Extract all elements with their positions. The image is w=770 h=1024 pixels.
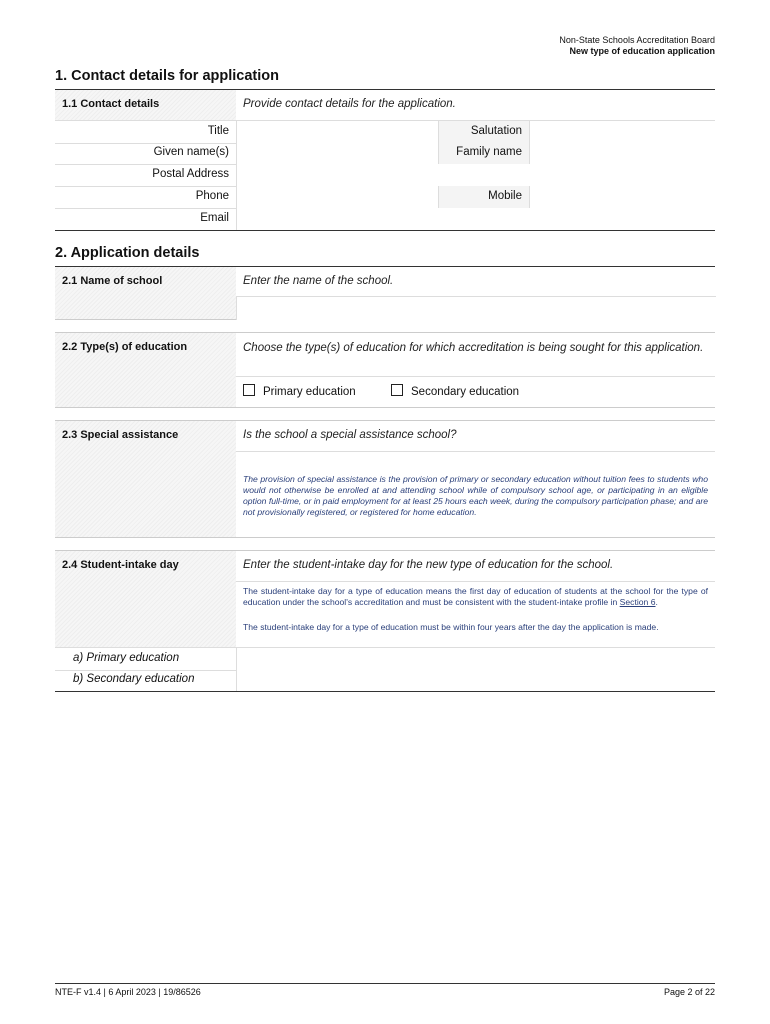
row-secondary-intake [55,669,715,691]
primary-education-checkbox[interactable] [243,384,255,396]
title-label: Title [207,125,229,137]
student-intake-note-2: The student-intake day for a type of education must be within four years after the day the application is made. [243,622,659,632]
page-number: Page 2 of 22 [663,987,715,997]
education-types-divider [236,376,715,377]
given-name-label: Given name(s) [153,146,229,158]
salutation-input[interactable] [529,121,716,143]
school-name-label: 2.1 Name of school [62,275,163,287]
secondary-intake-input[interactable] [236,669,716,691]
special-assistance-label-cell [55,421,236,537]
contact-details-table [55,89,715,231]
student-intake-divider [236,581,715,582]
mobile-input[interactable] [529,186,716,208]
postal-address-input[interactable] [236,164,716,186]
special-assistance-note: The provision of special assistance is the provision of primary or secondary education without tuition fees to students who would not otherwise be enrolled at and attending school while of compulsory school age, or participating in an eligible option full-time, or in paid employment for at least 25 hours each week, during the compulsory participation phase; and are not provisionally registered, or registered for home education. [243,474,708,517]
secondary-education-label: Secondary education [411,386,520,398]
contact-details-instruction: Provide contact details for the application. [243,98,456,110]
education-types-label: 2.2 Type(s) of education [62,341,188,353]
postal-address-label: Postal Address [152,168,229,180]
primary-intake-input[interactable] [236,648,716,670]
section-2-heading: 2. Application details [55,245,200,261]
document-reference: NTE-F v1.4 | 6 April 2023 | 19/86526 [55,987,201,997]
salutation-label: Salutation [470,125,522,137]
salutation-label-cell [438,121,529,143]
mobile-label: Mobile [488,190,522,202]
school-name-label-cell [55,267,236,319]
family-name-label: Family name [456,146,522,158]
section-1-heading: 1. Contact details for application [55,68,279,84]
row-phone [55,186,715,209]
phone-input[interactable] [236,186,438,208]
document-title: New type of education application [569,46,715,56]
student-intake-note-1-end: . [655,597,658,607]
phone-label: Phone [195,190,229,202]
education-types-label-cell [55,333,236,407]
student-intake-table [55,550,715,692]
row-email [55,208,715,230]
secondary-intake-label: b) Secondary education [73,673,195,685]
school-name-table [55,266,715,320]
school-name-instruction: Enter the name of the school. [243,275,394,287]
student-intake-note-1 [243,586,708,608]
secondary-education-option[interactable] [391,384,519,398]
mobile-label-cell [438,186,529,208]
document-header [559,35,715,57]
row-primary-intake [55,647,715,671]
page-footer [55,983,715,997]
org-name: Non-State Schools Accreditation Board [559,35,715,45]
contact-details-label: 1.1 Contact details [62,98,160,110]
special-assistance-table [55,420,715,538]
special-assistance-answer[interactable] [236,451,715,462]
student-intake-label: 2.4 Student-intake day [62,559,179,571]
school-name-input[interactable] [236,296,716,320]
education-types-instruction: Choose the type(s) of education for which accreditation is being sought for this application. [243,342,704,354]
secondary-education-checkbox[interactable] [391,384,403,396]
education-types-table [55,332,715,408]
given-name-input[interactable] [236,142,438,164]
family-name-input[interactable] [529,142,716,164]
primary-education-label: Primary education [263,386,356,398]
student-intake-instruction: Enter the student-intake day for the new type of education for the school. [243,559,614,571]
contact-details-label-cell [55,90,236,120]
family-name-label-cell [438,142,529,164]
special-assistance-label: 2.3 Special assistance [62,429,179,441]
special-assistance-question: Is the school a special assistance school? [243,429,457,441]
primary-education-option[interactable] [243,384,356,398]
title-input[interactable] [236,121,438,143]
email-label: Email [200,212,229,224]
primary-intake-label: a) Primary education [73,652,180,664]
student-intake-note-1-text: The student-intake day for a type of education means the first day of education of students at the school for the type of education under the school's accreditation and must be consistent with the student-intake profile in [243,586,708,607]
section-6-link[interactable]: Section 6 [619,597,656,607]
row-title [55,120,715,144]
row-given-name [55,142,715,165]
student-intake-label-cell [55,551,236,647]
email-input[interactable] [236,208,716,230]
row-postal-address [55,164,715,187]
